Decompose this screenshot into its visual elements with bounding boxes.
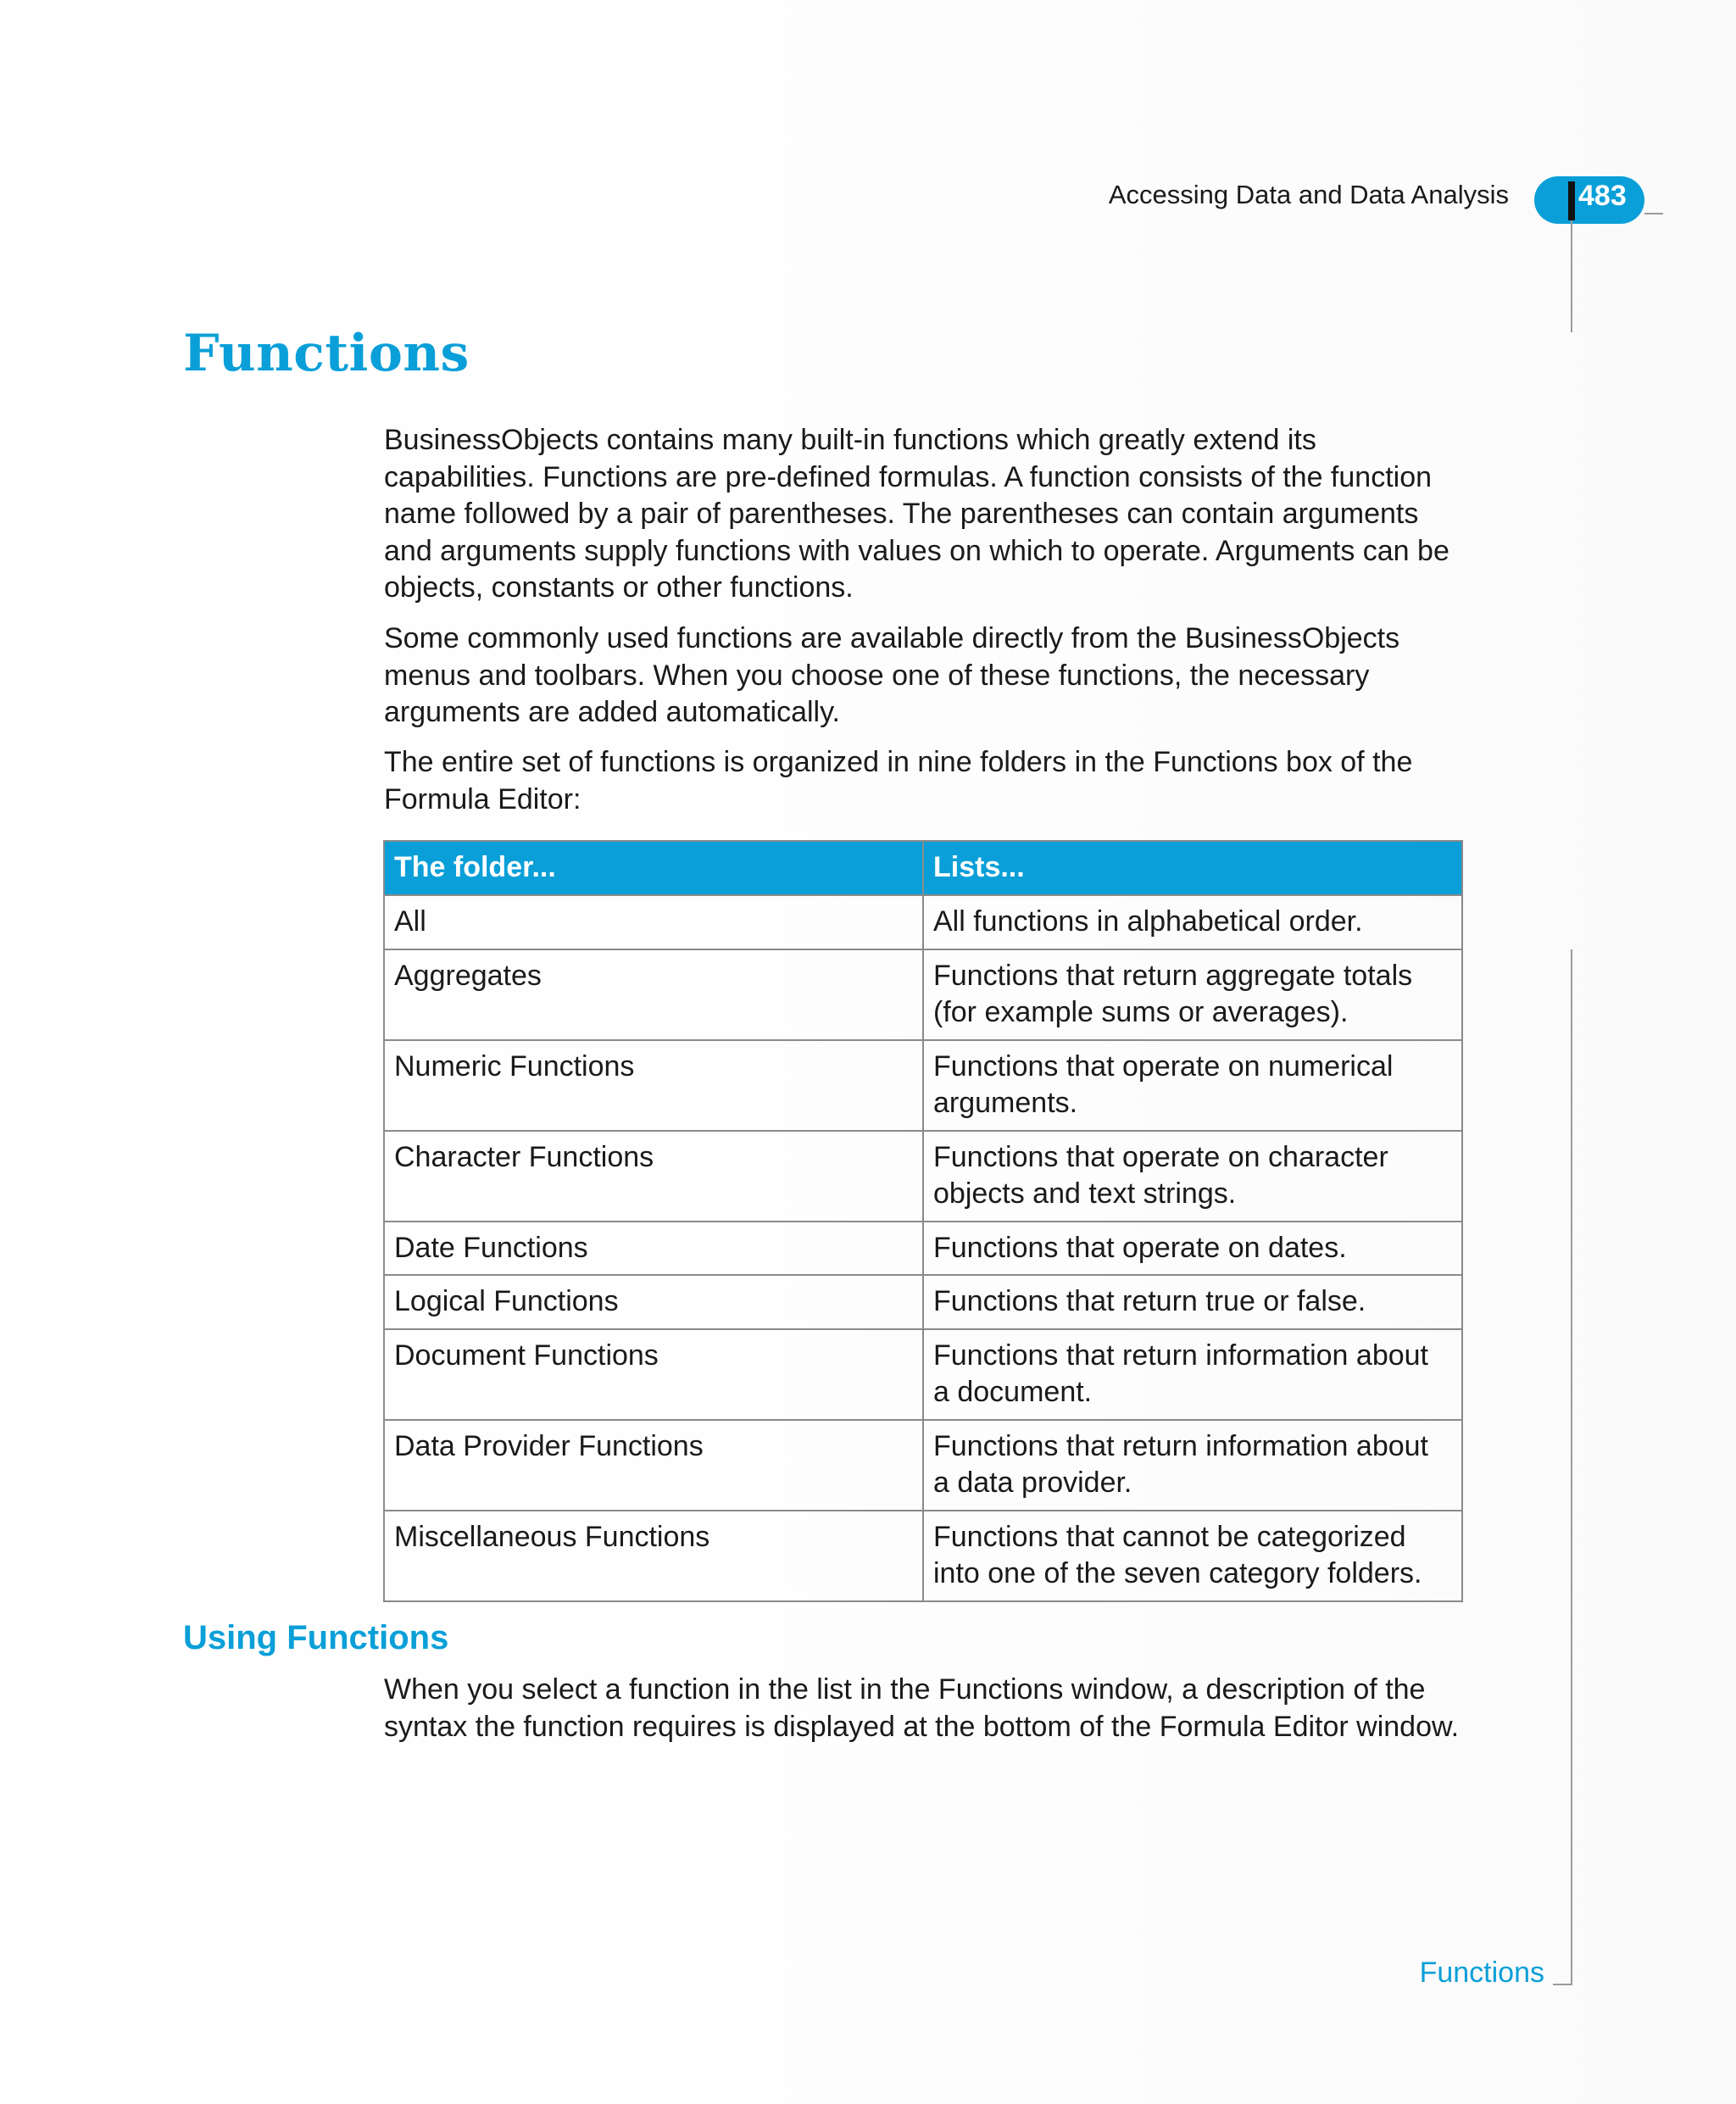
column-header-folder: The folder... — [384, 841, 923, 895]
folder-cell: Document Functions — [384, 1329, 923, 1420]
table-row — [384, 1040, 1462, 1131]
table-row — [384, 895, 1462, 949]
description-cell: Functions that return aggregate totals (for example sums or averages). — [923, 949, 1462, 1040]
function-folders-table — [383, 840, 1463, 1602]
folder-cell: All — [384, 895, 923, 949]
paragraph-folders: The entire set of functions is organized in nine folders in the Functions box of the Formula Editor: — [384, 746, 1413, 815]
table-row — [384, 949, 1462, 1040]
table-row — [384, 1511, 1462, 1601]
page-tab-marker — [1568, 181, 1575, 220]
description-cell: Functions that operate on dates. — [923, 1222, 1462, 1276]
description-cell: Functions that operate on character objects and text strings. — [923, 1131, 1462, 1222]
folder-cell: Aggregates — [384, 949, 923, 1040]
description-cell: All functions in alphabetical order. — [923, 895, 1462, 949]
folder-cell: Date Functions — [384, 1222, 923, 1276]
table-row — [384, 1275, 1462, 1329]
margin-rule-foot — [1553, 1984, 1572, 1985]
description-cell: Functions that return information about a data provider. — [923, 1420, 1462, 1511]
margin-rule-top — [1571, 220, 1572, 332]
folder-cell: Logical Functions — [384, 1275, 923, 1329]
paragraph-menus: Some commonly used functions are available directly from the BusinessObjects menus and toolbars. When you choose one of these functions, the necessary arguments are added automatically. — [384, 622, 1400, 728]
description-cell: Functions that return true or false. — [923, 1275, 1462, 1329]
running-header: Accessing Data and Data Analysis — [1108, 180, 1509, 209]
paragraph-intro: BusinessObjects contains many built-in functions which greatly extend its capabilities. Functions are pre-defined formulas. A function consists of the function name followed by a pair of parentheses. The parentheses can contain arguments and arguments supply functions with values on which to operate. Arguments can be objects, constants or other functions. — [384, 424, 1449, 604]
table-row — [384, 1222, 1462, 1276]
header-rule-tail — [1644, 213, 1663, 214]
folder-cell: Numeric Functions — [384, 1040, 923, 1131]
description-cell: Functions that operate on numerical arguments. — [923, 1040, 1462, 1131]
section-title: Functions — [183, 324, 470, 383]
subsection-heading: Using Functions — [183, 1619, 449, 1656]
description-cell: Functions that cannot be categorized into one of the seven category folders. — [923, 1511, 1462, 1601]
folder-cell: Character Functions — [384, 1131, 923, 1222]
table-header-row — [384, 841, 1462, 895]
margin-rule-bottom — [1571, 949, 1572, 1985]
paragraph-using-functions: When you select a function in the list in the Functions window, a description of the syntax the function requires is displayed at the bottom of the Formula Editor window. — [384, 1673, 1460, 1743]
description-cell: Functions that return information about a document. — [923, 1329, 1462, 1420]
page-number: 483 — [1578, 180, 1627, 212]
column-header-lists: Lists... — [923, 841, 1462, 895]
table-row — [384, 1420, 1462, 1511]
footer-section-label: Functions — [1419, 1956, 1544, 1989]
folder-cell: Data Provider Functions — [384, 1420, 923, 1511]
folder-cell: Miscellaneous Functions — [384, 1511, 923, 1601]
table-row — [384, 1131, 1462, 1222]
table-row — [384, 1329, 1462, 1420]
